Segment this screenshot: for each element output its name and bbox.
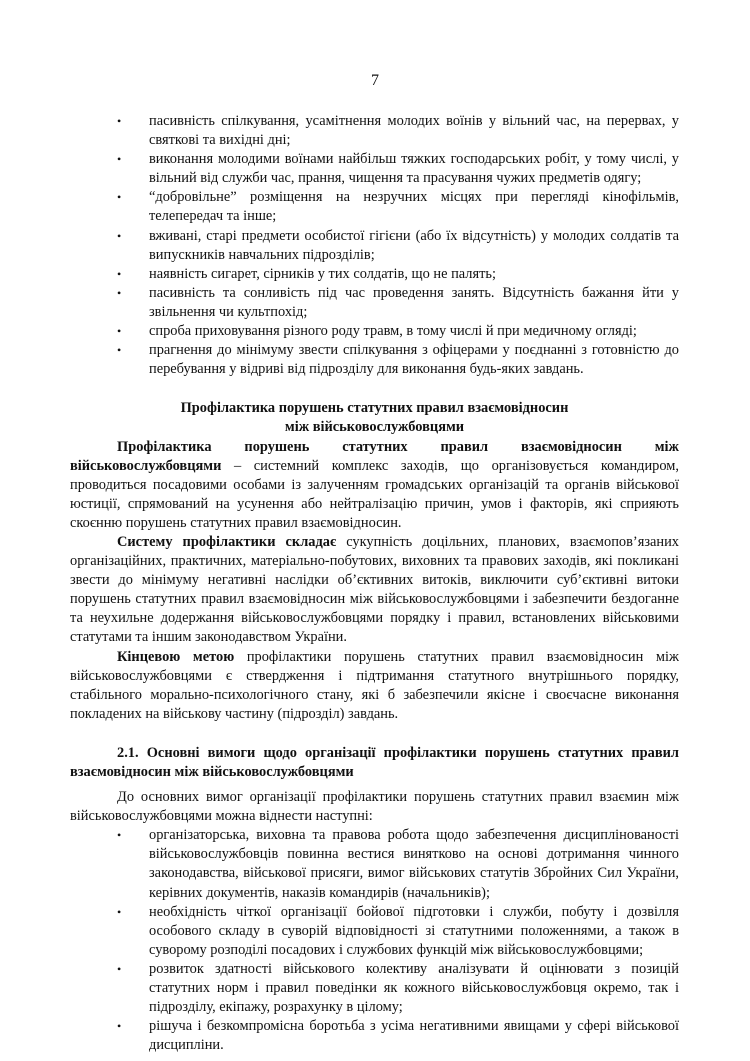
list-item: • вживані, старі предмети особистої гігієни (або їх відсутність) у молодих солдатів та випускників навчальних підрозділів; xyxy=(70,227,679,265)
term-bold: Кінцевою метою xyxy=(117,648,235,665)
list-item: • спроба приховування різного роду травм, в тому числі й при медичному огляді; xyxy=(70,322,679,341)
list-item: • рішуча і безкомпромісна боротьба з усіма негативними явищами у сфері військової дисципліни. xyxy=(70,1017,679,1055)
list-item: • пасивність спілкування, усамітнення молодих воїнів у вільний час, на перервах, у святкові та вихідні дні; xyxy=(70,112,679,150)
paragraph-system xyxy=(70,533,679,648)
term-bold: Профілактика порушень статутних правил взаємовідносин між військовослужбовцями xyxy=(70,438,679,474)
list-item: • “добровільне” розміщення на незручних місцях при перегляді кінофільмів, телепередач та інше; xyxy=(70,188,679,226)
page-number: 7 xyxy=(371,72,379,89)
paragraph-intro: До основних вимог організації профілактики порушень статутних правил взаємин між військовослужбовцями можна віднести наступні: xyxy=(70,789,679,825)
paragraph-goal xyxy=(70,648,679,724)
term-bold: Систему профілактики складає xyxy=(117,533,337,550)
list-item: • прагнення до мінімуму звести спілкування з офіцерами у поєднанні з готовністю до перебування у відриві від підрозділу для виконання будь-яких завдань. xyxy=(70,341,679,379)
bullet-list-bottom xyxy=(70,826,679,1055)
list-item: • організаторська, виховна та правова робота щодо забезпечення дисциплінованості військовослужбовців повинна вестися винятково на основі дотримання чинного законодавства, військової присяги, вимог військових статутів Збройних Сил України, керівних документів, наказів командирів (начальників); xyxy=(70,826,679,902)
page-body xyxy=(70,112,679,1055)
section-heading-line2: між військовослужбовцями xyxy=(284,419,465,436)
paragraph-text: – системний комплекс заходів, що організовується командиром, проводиться посадовими особами із залученням громадських організацій та органів військової юстиції, спрямований на усунення або нейтралізацію причин, умов і факторів, які сприяють скоєнню порушень статутних правил взаємовідносин. xyxy=(70,457,679,531)
paragraph-text: сукупність доцільних, планових, взаємопов’язаних організаційних, практичних, матеріально-побутових, виховних та правових заходів, які покликані звести до мінімуму негативні наслідки об’єктивних витоків, виключити суб’єктивні витоки порушень статутних правил взаємовідносин між військовослужбовцями і забезпечити бездоганне та неухильне додержання військовослужбовцями порядку і правил, встановлених військовими статутами та іншим законодавством України. xyxy=(70,533,680,646)
list-item: • наявність сигарет, сірників у тих солдатів, що не палять; xyxy=(70,265,679,284)
paragraph-definition xyxy=(70,438,679,533)
list-item: • необхідність чіткої організації бойової підготовки і служби, побуту і дозвілля особового складу в суворій відповідності зі статутними положеннями, а також в суворому розподілі посадових і службових функцій між військовослужбовцями; xyxy=(70,903,679,960)
subsection-heading: 2.1. Основні вимоги щодо організації профілактики порушень статутних правил взаємовідносин між військовослужбовцями xyxy=(70,744,679,780)
list-item: • виконання молодими воїнами найбільш тяжких господарських робіт, у тому числі, у вільний від служби час, прання, чищення та прасування чужих предметів одягу; xyxy=(70,150,679,188)
bullet-list-top xyxy=(70,112,679,379)
section-heading xyxy=(70,399,679,437)
list-item: • пасивність та сонливість під час проведення занять. Відсутність бажання йти у звільнення чи культпохід; xyxy=(70,284,679,322)
section-heading-line1: Профілактика порушень статутних правил взаємовідносин xyxy=(180,400,569,417)
paragraph-text: профілактики порушень статутних правил взаємовідносин між військовослужбовцями є ствердження і підтримання статутного внутрішнього порядку, стабільного морально-психологічного стану, які б забезпечили якісне і своєчасне виконання покладених на військову частину (підрозділ) завдань. xyxy=(70,648,679,722)
list-item: • розвиток здатності військового колективу аналізувати й оцінювати з позицій статутних норм і правил поведінки як кожного військовослужбовця окремо, так і підрозділу, екіпажу, розрахунку в цілому; xyxy=(70,960,679,1017)
